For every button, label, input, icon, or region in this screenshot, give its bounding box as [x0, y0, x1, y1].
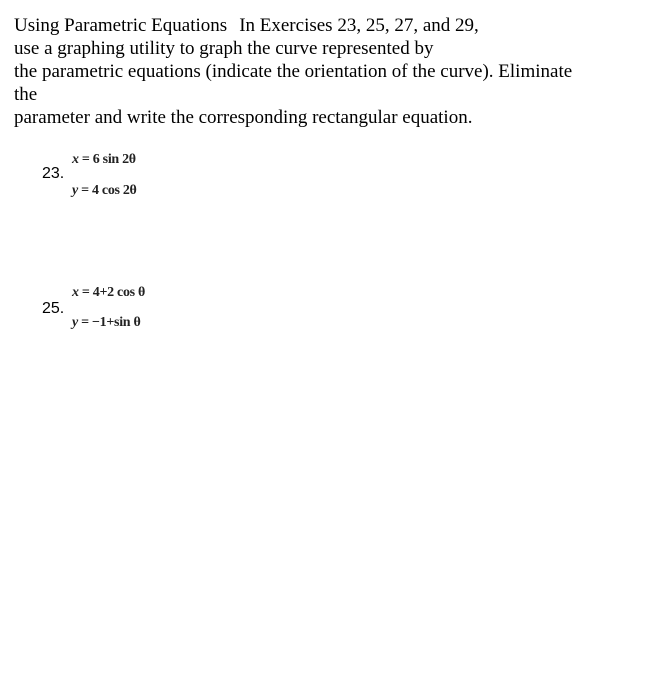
x-expression: = 4+2 cos θ [78, 285, 146, 300]
instructions-line-1 [14, 14, 644, 37]
x-expression: = 6 sin 2θ [78, 152, 136, 167]
y-equation [72, 183, 137, 199]
y-expression: = −1+sin θ [77, 315, 141, 330]
exercise-number: 23. [42, 165, 65, 182]
instructions-line-2: use a graphing utility to graph the curve represented by [14, 38, 434, 59]
y-variable: y [72, 315, 78, 330]
x-variable: x [72, 285, 79, 300]
instructions-text-1: In Exercises 23, 25, 27, and 29, [239, 15, 479, 36]
exercise-number: 25. [42, 300, 65, 317]
instructions-line-5: parameter and write the corresponding rectangular equation. [14, 107, 473, 128]
y-variable: y [72, 183, 78, 198]
instructions-line-3: the parametric equations (indicate the orientation of the curve). Eliminate [14, 61, 573, 82]
instructions-line-4: the [14, 84, 38, 105]
y-expression: = 4 cos 2θ [77, 183, 137, 198]
x-equation [72, 285, 145, 301]
x-equation [72, 152, 136, 168]
problem-instructions [14, 14, 644, 129]
x-variable: x [72, 152, 79, 167]
section-title: Using Parametric Equations [14, 15, 228, 36]
y-equation [72, 315, 141, 331]
